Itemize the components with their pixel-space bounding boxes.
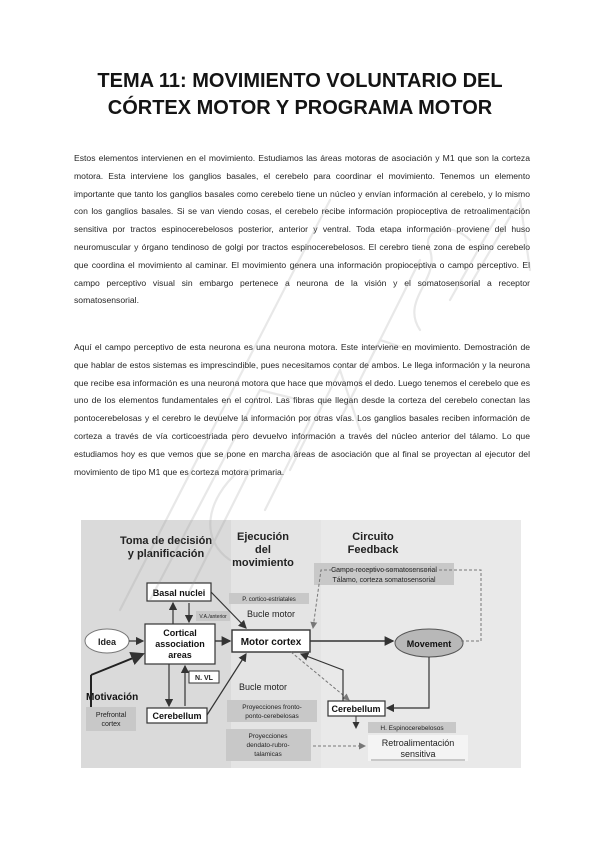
proy-dentado-line-3: talamicas bbox=[254, 751, 282, 758]
va-anterior-label: V.A./anterior bbox=[199, 614, 227, 620]
proy-fronto-line-1: Proyecciones fronto- bbox=[242, 704, 302, 711]
header-execution-line-3: movimiento bbox=[232, 557, 294, 569]
basal-nuclei-label: Basal nuclei bbox=[152, 588, 206, 598]
proy-fronto-line-2: ponto-cerebelosas bbox=[245, 713, 299, 720]
receptive-field-line-1: Campo receptivo somatosensorial bbox=[331, 567, 437, 574]
proy-dentado-line-2: dendato-rubro- bbox=[246, 742, 290, 749]
header-feedback-line-1: Circuito bbox=[352, 531, 394, 543]
header-decision-line-1: Toma de decisión bbox=[119, 535, 213, 547]
cortical-line-2: association bbox=[155, 639, 205, 649]
paragraph-2: Aquí el campo perceptivo de esta neurona es una neurona motora. Este interviene en movimiento. Demostración de que hablar de estos sistemas es imprescindible, pues necesitamos contar de ambos. Le llega información y la neurona que recibe esa información es una neurona motora que hace que movamos el dedo. Luego tenemos el cerebelo que es uno de los elementos fundamentales en el control. Las fibras que llegan desde la corteza del cerebelo conectan las pontocerebelosas y el cerebro le devuelve la información por otras vías. Los ganglios basales reciben información de corteza a través de vía corticoestriada pero devuelvo información a través del núcleo anterior del tálamo. Lo que estudiamos hoy es que vemos que se pone en marcha áreas de asociación que al final se proyectan al ejecutor del movimiento de tipo M1 que es corteza motora primaria. bbox=[74, 342, 530, 477]
movement-label: Movement bbox=[406, 639, 452, 649]
header-execution-line-1: Ejecución bbox=[237, 531, 289, 543]
retro-line-2: sensitiva bbox=[400, 749, 436, 759]
title-line-2: CÓRTEX MOTOR Y PROGRAMA MOTOR bbox=[107, 97, 493, 119]
proy-dentado-line-1: Proyecciones bbox=[248, 733, 288, 740]
cortical-line-1: Cortical bbox=[163, 628, 197, 638]
retro-line-1: Retroalimentación bbox=[381, 738, 455, 748]
header-feedback-line-2: Feedback bbox=[347, 544, 399, 556]
motivacion-label: Motivación bbox=[86, 692, 139, 703]
h-espino-label: H. Espinocerebelosos bbox=[380, 725, 444, 732]
receptive-field-line-2: Tálamo, corteza somatosensorial bbox=[332, 577, 436, 584]
page-title bbox=[60, 68, 540, 122]
title-line-1: TEMA 11: MOVIMIENTO VOLUNTARIO DEL bbox=[97, 70, 503, 92]
motor-cortex-label: Motor cortex bbox=[240, 637, 302, 648]
bucle-motor-top-label: Bucle motor bbox=[246, 609, 296, 619]
cerebellum-right-label: Cerebellum bbox=[331, 704, 381, 714]
prefrontal-line-2: cortex bbox=[101, 721, 121, 728]
cerebellum-left-label: Cerebellum bbox=[152, 711, 202, 721]
header-decision-line-2: y planificación bbox=[127, 548, 205, 560]
cortical-line-3: areas bbox=[168, 650, 192, 660]
bucle-motor-bottom-label: Bucle motor bbox=[238, 682, 288, 692]
motor-control-diagram bbox=[81, 520, 521, 768]
prefrontal-line-1: Prefrontal bbox=[95, 712, 127, 719]
n-vl-label: N. VL bbox=[195, 675, 213, 682]
header-execution-line-2: del bbox=[255, 544, 271, 556]
idea-label: Idea bbox=[97, 637, 117, 647]
p-cortico-estriatales-label: P. cortico-estriatales bbox=[242, 597, 296, 603]
paragraph-1: Estos elementos intervienen en el movimiento. Estudiamos las áreas motoras de asociación y M1 que son la corteza motora. Esta interviene los ganglios basales, el cerebelo para coordinar el movimiento. Tenemos un elemento importante que tanto los ganglios basales como cerebelo tiene un núcleo y envían información al cerebelo, y lo mismo con los ganglios basales. Si se van viendo cosas, el cerebelo recibe información propioceptiva de retroalimentación sensitiva por tractos espinocerebelosos posterior, anterior y ventral. Toda etapa información proviene del huso neuromuscular y órgano tendinoso de golgi por tractos espinocerebelosos. El cerebro tiene zona de espino cerebelo que coordina el movimiento al caminar. El movimiento genera una información propioceptiva o campo perceptivo. El campo perceptivo visual sin embargo pertenece a neurona de la visión y el somatosensorial a receptor somatosensorial. bbox=[74, 153, 530, 306]
